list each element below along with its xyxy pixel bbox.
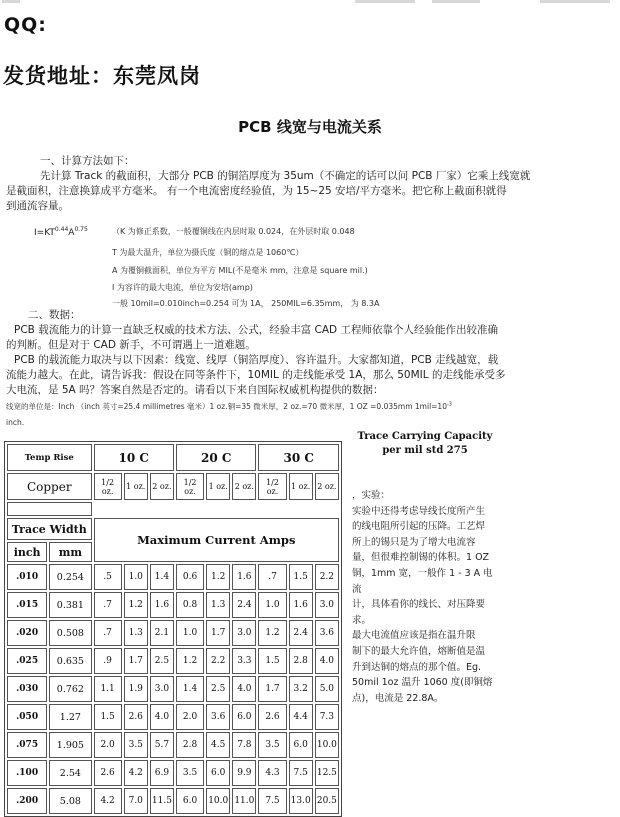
formula-base: I=KT	[34, 228, 55, 238]
row-value: 3.0	[232, 620, 256, 646]
row-value: 0.6	[176, 564, 204, 590]
row-value: 20.5	[315, 788, 339, 814]
row-mm: 0.254	[49, 564, 91, 590]
row-mm: 0.762	[49, 676, 91, 702]
row-value: 1.4	[150, 564, 174, 590]
row-value: 2.1	[150, 620, 174, 646]
row-value: 6.0	[232, 704, 256, 730]
para3-line1: PCB 的载流能力取决与以下因素：线宽、线厚（铜箔厚度）、容许温升。大家都知道，PCB 走线越宽，载	[14, 354, 499, 366]
row-value: 1.9	[124, 676, 148, 702]
spacer-blank	[94, 502, 339, 516]
table-row	[7, 564, 339, 590]
row-mm: 0.381	[49, 592, 91, 618]
shipping-address: 发货地址：东莞凤岗	[3, 64, 201, 88]
row-value: 11.0	[232, 788, 256, 814]
copper-row	[7, 473, 339, 500]
row-value: 1.4	[176, 676, 204, 702]
row-value: 3.5	[258, 732, 286, 758]
spacer-row	[7, 502, 339, 516]
row-inch: .020	[7, 620, 47, 646]
row-value: .7	[94, 592, 122, 618]
temp-10c: 10 C	[94, 444, 174, 471]
row-value: 4.0	[232, 676, 256, 702]
row-value: 1.6	[289, 592, 313, 618]
table-row	[7, 648, 339, 674]
row-value: 6.0	[206, 760, 230, 786]
row-value: 1.1	[94, 676, 122, 702]
row-value: 1.2	[124, 592, 148, 618]
row-value: .9	[94, 648, 122, 674]
row-value: 4.2	[94, 788, 122, 814]
row-value: 2.2	[206, 648, 230, 674]
row-value: 2.4	[232, 592, 256, 618]
row-mm: 1.905	[49, 732, 91, 758]
spacer-cell	[7, 502, 92, 516]
formula-mid: A	[68, 228, 75, 238]
row-value: 7.5	[258, 788, 286, 814]
row-value: 6.9	[150, 760, 174, 786]
table-row	[7, 732, 339, 758]
row-value: 3.6	[315, 620, 339, 646]
row-value: 12.5	[315, 760, 339, 786]
oz-one-20c: 1 oz.	[206, 473, 230, 500]
row-value: 2.4	[289, 620, 313, 646]
row-value: 1.3	[206, 592, 230, 618]
row-value: 0.8	[176, 592, 204, 618]
row-value: 1.0	[176, 620, 204, 646]
row-value: 4.3	[258, 760, 286, 786]
unit-line	[6, 401, 452, 412]
row-value: 6.0	[289, 732, 313, 758]
row-mm: 2.54	[49, 760, 91, 786]
row-value: 2.6	[124, 704, 148, 730]
para2-line1: PCB 载流能力的计算一直缺乏权威的技术方法、公式，经验丰富 CAD 工程师依靠个人经验能作出较准确	[14, 324, 498, 336]
max-current-label: Maximum Current Amps	[94, 518, 339, 562]
row-value: 7.5	[289, 760, 313, 786]
row-mm: 5.08	[49, 788, 91, 814]
row-value: 10.0	[206, 788, 230, 814]
row-value: 2.5	[150, 648, 174, 674]
inch-label: inch	[7, 542, 47, 562]
row-inch: .010	[7, 564, 47, 590]
side-note-line: ，实验：	[352, 490, 391, 501]
row-value: 1.0	[124, 564, 148, 590]
unit-line-2: inch.	[6, 418, 25, 427]
row-inch: .100	[7, 760, 47, 786]
row-mm: 0.635	[49, 648, 91, 674]
oz-two-30c: 2 oz.	[315, 473, 339, 500]
row-value: 1.2	[258, 620, 286, 646]
side-notes	[352, 488, 502, 706]
row-value: 2.6	[94, 760, 122, 786]
side-note-line: 求。	[352, 614, 372, 626]
variable-i: I 为容许的最大电流，单位为安培(amp)	[112, 283, 253, 292]
side-note-line: 计，具体看你的线长、对压降要	[352, 599, 486, 611]
formula-note: （K 为修正系数，一般覆铜线在内层时取 0.024，在外层时取 0.048	[112, 227, 355, 236]
variable-t: T 为最大温升，单位为摄氏度（铜的熔点是 1060℃）	[112, 248, 304, 257]
side-title-line2: per mil std 275	[382, 445, 468, 456]
formula-exponent-1: 0.44	[54, 226, 69, 233]
row-value: 2.8	[176, 732, 204, 758]
row-value: 1.5	[94, 704, 122, 730]
row-value: 4.2	[124, 760, 148, 786]
row-value: 1.2	[206, 564, 230, 590]
temp-30c: 30 C	[258, 444, 339, 471]
temp-rise-row	[7, 444, 339, 471]
row-value: 4.5	[206, 732, 230, 758]
oz-half-10c: 1/2 oz.	[94, 473, 122, 500]
section1-heading: 一、计算方法如下：	[40, 155, 135, 167]
row-value: 3.0	[150, 676, 174, 702]
para1-line2: 是截面积，注意换算成平方毫米。 有一个电流密度经验值，为 15~25 安培/平方毫米。把它称上截面积就得	[6, 185, 507, 197]
side-note-line: 点)，电流是 22.8A。	[352, 692, 444, 704]
table-row	[7, 592, 339, 618]
table-row	[7, 676, 339, 702]
table-row	[7, 760, 339, 786]
row-value: 2.8	[289, 648, 313, 674]
side-title	[350, 430, 500, 458]
para2-line2: 的判断。但是对于 CAD 新手，不可谓遇上一道难题。	[6, 339, 256, 351]
side-note-line: 所上的锡只是为了增大电流容	[352, 536, 476, 548]
oz-half-20c: 1/2 oz.	[176, 473, 204, 500]
side-note-line: 实验中还得考虑导线长度所产生	[352, 505, 486, 517]
para1-line1: 先计算 Track 的截面积，大部分 PCB 的铜箔厚度为 35um（不确定的话可以问 PCB 厂家）它乘上线宽就	[40, 170, 531, 182]
row-value: 2.0	[176, 704, 204, 730]
unit-exponent: -3	[446, 401, 452, 408]
row-value: 7.3	[315, 704, 339, 730]
temp-20c: 20 C	[176, 444, 256, 471]
oz-half-30c: 1/2 oz.	[258, 473, 286, 500]
row-inch: .075	[7, 732, 47, 758]
row-value: 4.4	[289, 704, 313, 730]
row-value: 2.6	[258, 704, 286, 730]
row-inch: .030	[7, 676, 47, 702]
page-title: PCB 线宽与电流关系	[238, 118, 382, 136]
side-note-line: 的线电阻所引起的压降。工艺焊	[352, 521, 486, 533]
row-value: 4.0	[150, 704, 174, 730]
row-value: 2.2	[315, 564, 339, 590]
general-values: 一般 10mil=0.010inch=0.254 可为 1A， 250MIL=6.35mm， 为 8.3A	[112, 299, 380, 308]
row-value: 1.0	[258, 592, 286, 618]
row-value: 7.0	[124, 788, 148, 814]
row-inch: .015	[7, 592, 47, 618]
para3-line2: 流能力越大。在此，请告诉我：假设在同等条件下，10MIL 的走线能承受 1A，那么 50MIL 的走线能承受多	[6, 369, 506, 381]
row-inch: .050	[7, 704, 47, 730]
oz-two-20c: 2 oz.	[232, 473, 256, 500]
side-note-line: 铜，1mm 宽，一般作 1 - 3 A 电流	[352, 567, 493, 595]
side-title-line1: Trace Carrying Capacity	[357, 431, 493, 442]
row-value: 7.8	[232, 732, 256, 758]
row-value: 3.0	[315, 592, 339, 618]
side-note-line: 升到达铜的熔点的那个值。Eg.	[352, 661, 482, 673]
qq-label: QQ:	[4, 14, 47, 36]
cropped-header-remnant	[0, 0, 620, 6]
para3-line3: 大电流，是 5A 吗？答案自然是否定的。请看以下来自国际权威机构提供的数据：	[6, 384, 384, 396]
row-value: 1.6	[232, 564, 256, 590]
row-value: 1.7	[206, 620, 230, 646]
current-capacity-table	[4, 441, 342, 817]
row-value: 9.9	[232, 760, 256, 786]
row-value: 1.7	[124, 648, 148, 674]
trace-width-label: Trace Width	[7, 518, 92, 540]
para1-line3: 到通流容量。	[6, 200, 69, 212]
row-value: 6.0	[176, 788, 204, 814]
row-value: 1.2	[176, 648, 204, 674]
side-note-line: 50mil 1oz 温升 1060 度(即铜熔	[352, 677, 493, 689]
row-value: .5	[94, 564, 122, 590]
row-value: 1.3	[124, 620, 148, 646]
table-row	[7, 620, 339, 646]
row-value: 3.2	[289, 676, 313, 702]
row-inch: .025	[7, 648, 47, 674]
temp-rise-label: Temp Rise	[7, 444, 92, 471]
row-value: 11.5	[150, 788, 174, 814]
row-value: 2.5	[206, 676, 230, 702]
side-note-line: 最大电流值应该是指在温升限	[352, 630, 476, 642]
row-mm: 1.27	[49, 704, 91, 730]
row-value: 1.5	[289, 564, 313, 590]
row-value: 1.5	[258, 648, 286, 674]
variable-a: A 为覆铜截面积，单位为平方 MIL(不是毫米 mm，注意是 square mil.)	[112, 266, 368, 275]
table-row	[7, 788, 339, 814]
side-note-line: 制下的最大允许值，熔断值是温	[352, 645, 486, 657]
row-value: 1.7	[258, 676, 286, 702]
oz-one-10c: 1 oz.	[124, 473, 148, 500]
row-value: 3.5	[176, 760, 204, 786]
trace-width-row	[7, 518, 339, 540]
oz-one-30c: 1 oz.	[289, 473, 313, 500]
row-value: 3.3	[232, 648, 256, 674]
row-value: .7	[94, 620, 122, 646]
copper-label: Copper	[7, 473, 92, 500]
row-value: 5.0	[315, 676, 339, 702]
unit-text: 线宽的单位是：Inch （inch 英寸=25.4 millimetres 毫米）1 oz.铜=35 微米厚，2 oz.=70 微米厚，1 OZ =0.035mm 1mil=10	[6, 402, 447, 411]
row-value: 4.0	[315, 648, 339, 674]
row-value: 5.7	[150, 732, 174, 758]
mm-label: mm	[49, 542, 91, 562]
row-value: 1.6	[150, 592, 174, 618]
row-value: 3.5	[124, 732, 148, 758]
table-row	[7, 704, 339, 730]
row-value: 13.0	[289, 788, 313, 814]
row-inch: .200	[7, 788, 47, 814]
row-value: 3.6	[206, 704, 230, 730]
formula-exponent-2: 0.75	[74, 226, 88, 233]
row-value: .7	[258, 564, 286, 590]
oz-two-10c: 2 oz.	[150, 473, 174, 500]
row-value: 2.0	[94, 732, 122, 758]
row-mm: 0.508	[49, 620, 91, 646]
formula	[34, 226, 88, 238]
side-note-line: 量，但很难控制锡的体积。1 OZ	[352, 552, 490, 564]
section2-heading: 二、数据：	[28, 309, 81, 321]
row-value: 10.0	[315, 732, 339, 758]
